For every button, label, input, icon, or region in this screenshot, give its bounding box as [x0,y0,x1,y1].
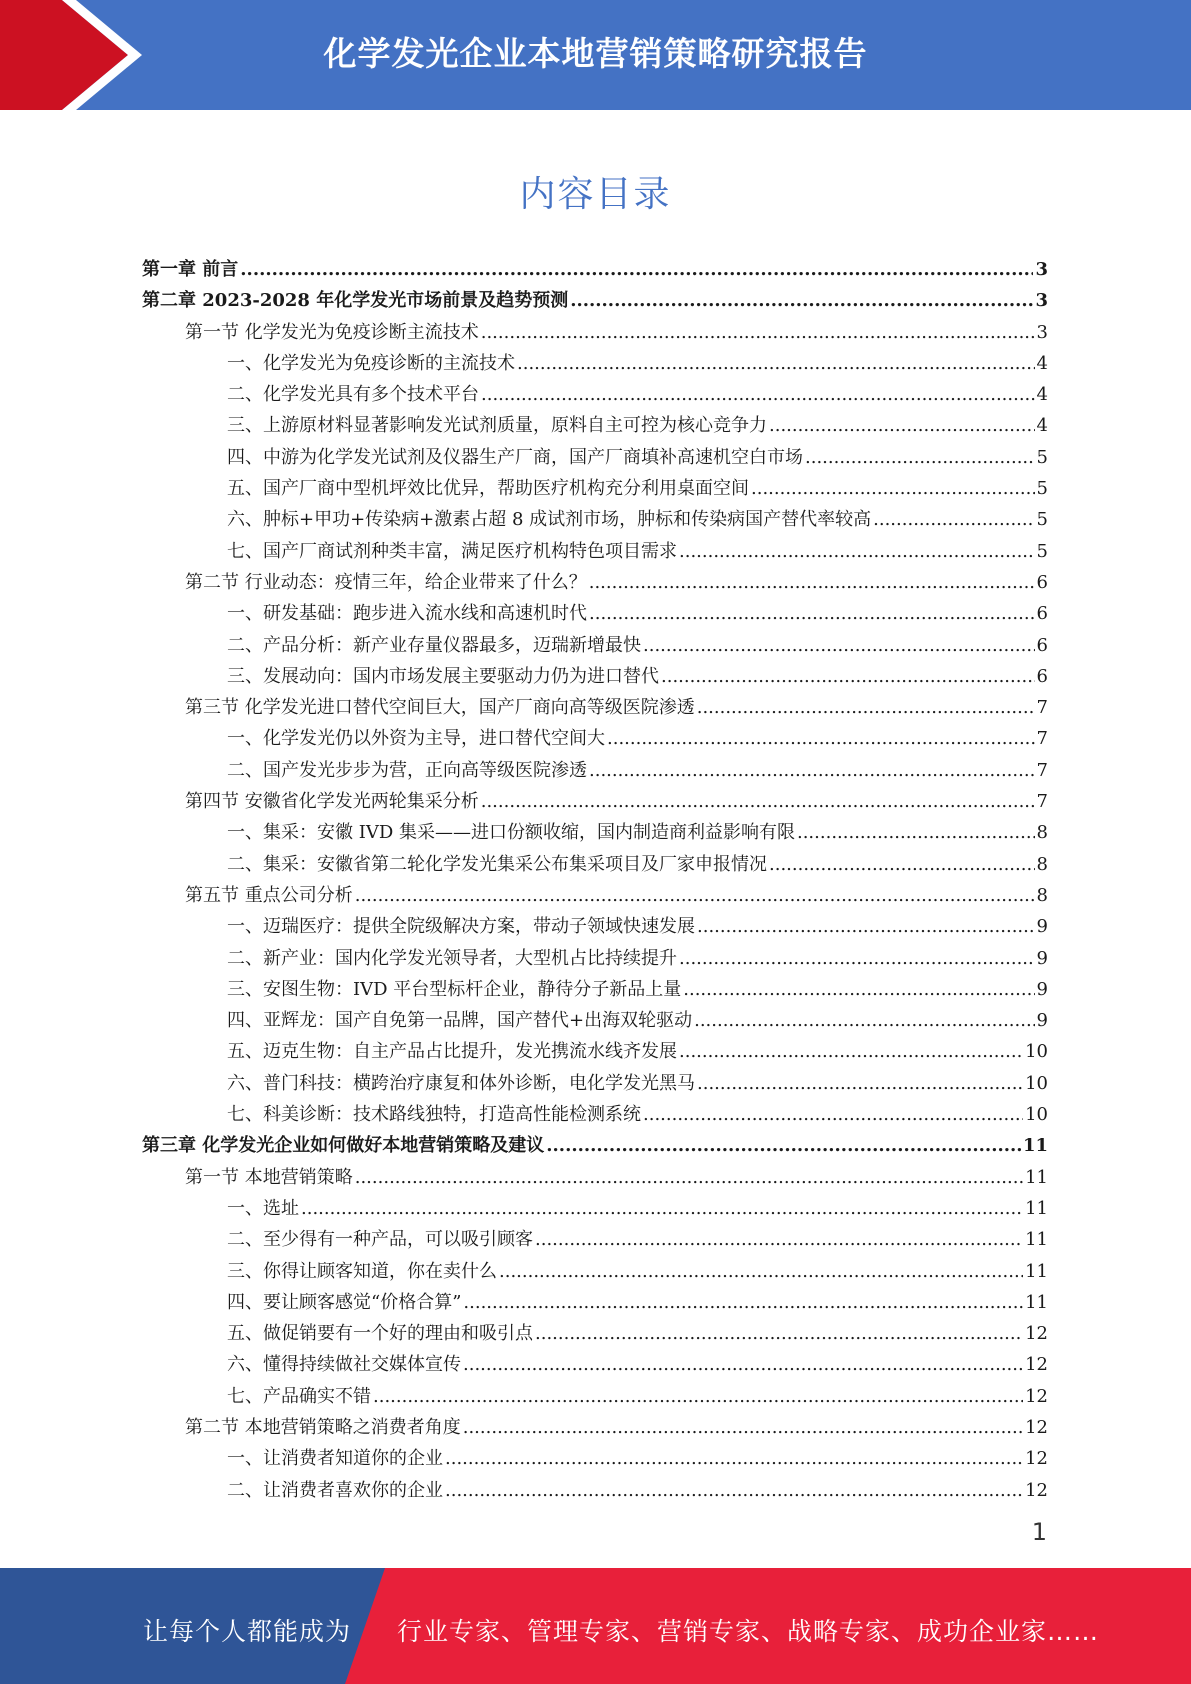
toc-dot-leader [697,1068,1023,1099]
footer-slogan-left: 让每个人都能成为 [143,1617,352,1646]
toc-entry[interactable] [142,911,1048,942]
toc-dot-leader [355,1162,1023,1193]
toc-entry-page: 9 [1036,947,1048,969]
toc-entry-text: 二、至少得有一种产品，可以吸引顾客 [227,1229,533,1251]
toc-entry-page: 10 [1025,1041,1048,1063]
toc-entry-page: 6 [1036,634,1048,656]
toc-entry[interactable] [142,254,1048,285]
toc-dot-leader [463,1412,1023,1443]
toc-entry-page: 6 [1036,665,1048,687]
header-band [0,0,1191,110]
toc-entry[interactable] [142,1005,1048,1036]
toc-entry-text: 三、安图生物：IVD 平台型标杆企业，静待分子新品上量 [227,978,682,1000]
page-number: 1 [1031,1518,1047,1546]
toc-entry-text: 第一节 本地营销策略 [185,1166,353,1188]
toc-entry[interactable] [142,1349,1048,1380]
toc-entry-text: 一、化学发光仍以外资为主导，进口替代空间大 [227,728,605,750]
toc-entry-text: 七、产品确实不错 [227,1385,371,1407]
toc-entry[interactable] [142,943,1048,974]
toc-entry-page: 11 [1025,1291,1048,1313]
toc-entry-page: 12 [1025,1416,1048,1438]
toc-entry-text: 第三章 化学发光企业如何做好本地营销策略及建议 [142,1135,545,1157]
toc-entry-text: 七、科美诊断：技术路线独特，打造高性能检测系统 [227,1104,641,1126]
toc-entry-page: 4 [1036,384,1048,406]
toc-entry-text: 三、发展动向：国内市场发展主要驱动力仍为进口替代 [227,665,659,687]
toc-entry-page: 3 [1036,321,1048,343]
toc-entry[interactable] [142,348,1048,379]
toc-dot-leader [481,317,1035,348]
toc-entry[interactable] [142,473,1048,504]
footer-slogan-right: 行业专家、管理专家、营销专家、战略专家、成功企业家…… [397,1617,1100,1646]
toc-entry-text: 二、国产发光步步为营，正向高等级医院渗透 [227,759,587,781]
toc-entry[interactable] [142,1412,1048,1443]
toc-entry[interactable] [142,1099,1048,1130]
toc-entry-text: 一、集采：安徽 IVD 集采——进口份额收缩，国内制造商利益影响有限 [227,822,795,844]
toc-entry[interactable] [142,504,1048,535]
toc-entry-text: 五、做促销要有一个好的理由和吸引点 [227,1323,533,1345]
toc-entry-page: 12 [1025,1448,1048,1470]
toc-entry[interactable] [142,817,1048,848]
toc-entry[interactable] [142,630,1048,661]
toc-entry[interactable] [142,285,1048,316]
toc-dot-leader [570,285,1033,316]
toc-entry-text: 五、国产厂商中型机坪效比优异，帮助医疗机构充分利用桌面空间 [227,478,749,500]
toc-entry-text: 四、亚辉龙：国产自免第一品牌，国产替代+出海双轮驱动 [227,1010,693,1032]
toc-entry-text: 四、中游为化学发光试剂及仪器生产厂商，国产厂商填补高速机空白市场 [227,446,803,468]
toc-dot-leader [373,1381,1023,1412]
toc-dot-leader [589,598,1035,629]
toc-dot-leader [499,1256,1023,1287]
toc-entry-page: 6 [1036,603,1048,625]
toc-dot-leader [535,1224,1023,1255]
toc-entry-page: 9 [1036,978,1048,1000]
toc-dot-leader [481,786,1035,817]
table-of-contents [142,254,1048,1506]
toc-dot-leader [355,880,1035,911]
toc-dot-leader [589,567,1035,598]
toc-entry-page: 11 [1025,1166,1048,1188]
toc-entry[interactable] [142,1381,1048,1412]
toc-dot-leader [797,817,1035,848]
toc-entry[interactable] [142,849,1048,880]
toc-entry-page: 5 [1036,540,1048,562]
toc-dot-leader [481,379,1035,410]
toc-dot-leader [301,1193,1023,1224]
toc-entry-text: 二、集采：安徽省第二轮化学发光集采公布集采项目及厂家申报情况 [227,853,767,875]
toc-dot-leader [445,1443,1023,1474]
toc-dot-leader [679,1036,1023,1067]
toc-entry-text: 一、选址 [227,1197,299,1219]
toc-entry-page: 11 [1025,1260,1048,1282]
toc-entry-page: 10 [1025,1104,1048,1126]
toc-entry[interactable] [142,723,1048,754]
toc-entry-page: 3 [1035,259,1048,280]
toc-entry-page: 4 [1036,415,1048,437]
toc-entry[interactable] [142,567,1048,598]
toc-entry-text: 六、普门科技：横跨治疗康复和体外诊断，电化学发光黑马 [227,1072,695,1094]
toc-entry-page: 12 [1025,1385,1048,1407]
toc-entry[interactable] [142,379,1048,410]
toc-entry[interactable] [142,786,1048,817]
toc-dot-leader [683,974,1034,1005]
toc-entry-text: 三、上游原材料显著影响发光试剂质量，原料自主可控为核心竞争力 [227,415,767,437]
toc-entry[interactable] [142,410,1048,441]
toc-entry[interactable] [142,1036,1048,1067]
toc-entry[interactable] [142,1475,1048,1506]
toc-entry-text: 六、肿标+甲功+传染病+激素占超 8 成试剂市场，肿标和传染病国产替代率较高 [227,509,872,531]
toc-entry-text: 第五节 重点公司分析 [185,884,353,906]
toc-entry[interactable] [142,974,1048,1005]
toc-entry-text: 一、研发基础：跑步进入流水线和高速机时代 [227,603,587,625]
toc-entry-text: 七、国产厂商试剂种类丰富，满足医疗机构特色项目需求 [227,540,677,562]
toc-dot-leader [679,536,1035,567]
toc-entry-text: 第一章 前言 [142,259,239,280]
toc-entry-text: 二、让消费者喜欢你的企业 [227,1479,443,1501]
toc-entry-page: 5 [1036,446,1048,468]
toc-entry-page: 5 [1036,478,1048,500]
toc-dot-leader [643,1099,1023,1130]
toc-dot-leader [697,911,1035,942]
toc-entry-page: 10 [1025,1072,1048,1094]
toc-entry-page: 7 [1036,697,1048,719]
toc-entry[interactable] [142,598,1048,629]
toc-entry[interactable] [142,1318,1048,1349]
toc-entry-text: 第二节 本地营销策略之消费者角度 [185,1416,461,1438]
toc-entry-page: 7 [1036,791,1048,813]
toc-entry-page: 9 [1036,1010,1048,1032]
toc-entry-page: 12 [1025,1354,1048,1376]
toc-dot-leader [751,473,1035,504]
toc-entry-text: 第一节 化学发光为免疫诊断主流技术 [185,321,479,343]
toc-entry[interactable] [142,692,1048,723]
toc-entry-text: 六、懂得持续做社交媒体宣传 [227,1354,461,1376]
toc-dot-leader [679,943,1035,974]
toc-entry-page: 3 [1035,290,1048,312]
toc-entry-page: 11 [1025,1197,1048,1219]
toc-dot-leader [873,504,1034,535]
toc-dot-leader [463,1349,1023,1380]
toc-entry-page: 4 [1036,352,1048,374]
toc-dot-leader [445,1475,1023,1506]
toc-dot-leader [694,1005,1034,1036]
toc-entry[interactable] [142,1068,1048,1099]
toc-entry-page: 8 [1036,853,1048,875]
toc-dot-leader [240,254,1033,285]
toc-dot-leader [517,348,1035,379]
toc-entry-text: 四、要让顾客感觉“价格合算” [227,1291,462,1313]
toc-dot-leader [697,692,1035,723]
toc-dot-leader [805,442,1035,473]
toc-entry[interactable] [142,1162,1048,1193]
toc-entry[interactable] [142,661,1048,692]
toc-entry[interactable] [142,755,1048,786]
toc-heading: 内容目录 [519,174,672,215]
toc-dot-leader [589,755,1035,786]
toc-entry[interactable] [142,536,1048,567]
toc-dot-leader [643,630,1035,661]
toc-entry-page: 12 [1025,1323,1048,1345]
toc-entry-page: 9 [1036,916,1048,938]
toc-entry[interactable] [142,1130,1048,1161]
toc-dot-leader [661,661,1035,692]
toc-entry-text: 第四节 安徽省化学发光两轮集采分析 [185,791,479,813]
toc-entry-page: 11 [1025,1229,1048,1251]
toc-entry-page: 12 [1025,1479,1048,1501]
toc-entry[interactable] [142,1224,1048,1255]
toc-entry-page: 5 [1036,509,1048,531]
toc-entry[interactable] [142,1443,1048,1474]
toc-entry-page: 7 [1036,759,1048,781]
toc-entry[interactable] [142,1256,1048,1287]
toc-entry-page: 8 [1036,822,1048,844]
toc-entry-text: 二、化学发光具有多个技术平台 [227,384,479,406]
toc-entry-page: 11 [1022,1135,1048,1157]
toc-entry-text: 五、迈克生物：自主产品占比提升，发光携流水线齐发展 [227,1041,677,1063]
toc-entry-page: 8 [1036,884,1048,906]
toc-entry[interactable] [142,442,1048,473]
toc-entry-text: 第二章 2023-2028 年化学发光市场前景及趋势预测 [142,290,569,312]
report-title: 化学发光企业本地营销策略研究报告 [323,34,868,73]
toc-dot-leader [546,1130,1021,1161]
toc-entry-text: 二、新产业：国内化学发光领导者，大型机占比持续提升 [227,947,677,969]
toc-dot-leader [769,410,1035,441]
toc-dot-leader [607,723,1035,754]
toc-dot-leader [535,1318,1023,1349]
toc-entry-text: 第二节 行业动态：疫情三年，给企业带来了什么？ [185,571,587,593]
toc-entry[interactable] [142,1193,1048,1224]
toc-dot-leader [769,849,1035,880]
toc-entry[interactable] [142,880,1048,911]
toc-entry-text: 一、化学发光为免疫诊断的主流技术 [227,352,515,374]
toc-entry-text: 一、迈瑞医疗：提供全院级解决方案，带动子领域快速发展 [227,916,695,938]
toc-entry-text: 三、你得让顾客知道，你在卖什么 [227,1260,497,1282]
toc-entry-page: 7 [1036,728,1048,750]
toc-entry-text: 二、产品分析：新产业存量仪器最多，迈瑞新增最快 [227,634,641,656]
toc-entry-text: 一、让消费者知道你的企业 [227,1448,443,1470]
toc-entry[interactable] [142,317,1048,348]
toc-dot-leader [463,1287,1023,1318]
toc-entry-page: 6 [1036,571,1048,593]
toc-entry[interactable] [142,1287,1048,1318]
toc-entry-text: 第三节 化学发光进口替代空间巨大，国产厂商向高等级医院渗透 [185,697,695,719]
